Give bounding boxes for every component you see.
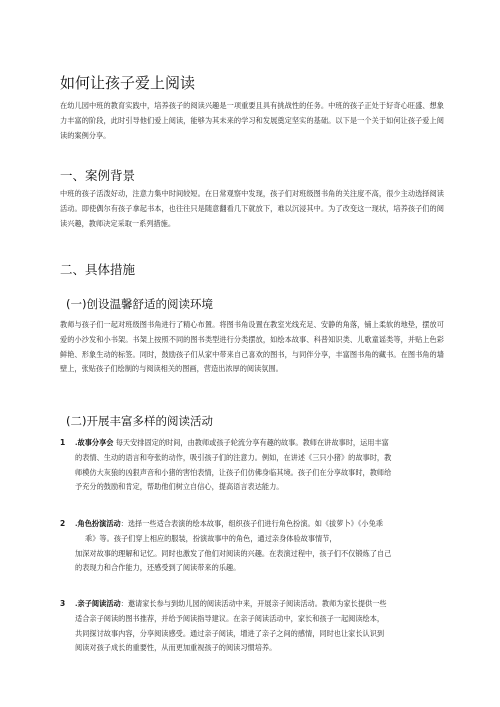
list-item-line: ：邀请家长参与到幼儿园的阅读活动中来，开展亲子阅读活动。教师为家长提供一些 — [120, 599, 387, 608]
list-item-line: ：选择一些适合表演的绘本故事，组织孩子们进行角色扮演。如《拔萝卜》《小兔乖 — [120, 519, 383, 528]
list-item-label: .角色扮演活动 — [75, 519, 121, 528]
list-item-label: .亲子阅读活动 — [75, 599, 121, 608]
list-item-line: 的表现力和合作能力，还感受到了阅读带来的乐趣。 — [75, 563, 241, 573]
intro-paragraph: 在幼儿园中班的教育实践中，培养孩子的阅读兴趣是一项重要且具有挑战性的任务。中班的孩子正处于好奇心旺盛、想象力丰富的阶段，此时引导他们爱上阅读，能够为其未来的学习和发展奠定坚实的基础。以下是一个关于如何让孩子爱上阅读的案例分享。 — [60, 101, 444, 140]
background-paragraph: 中班的孩子活泼好动，注意力集中时间较短。在日常观察中发现，孩子们对班级图书角的关注度不高，很少主动选择阅读活动。即使偶尔有孩子拿起书本，也往往只是随意翻看几下就放下，难以沉浸其中。为了改变这一现状，培养孩子们的阅读兴趣，教师决定采取一系列措施。 — [60, 189, 444, 228]
list-item-line: 予充分的鼓励和肯定，帮助他们树立自信心，提高语言表达能力。 — [75, 482, 284, 492]
list-item-line: 适合亲子阅读的图书推荐，并给予阅读指导建议。在亲子阅读活动中，家长和孩子一起阅读绘本， — [75, 613, 385, 623]
list-item-line: 乖》等。孩子们穿上相应的服装，扮演故事中的角色，通过亲身体验故事情节， — [85, 533, 337, 543]
list-item-line: 的表情、生动的语言和夸张的动作，吸引孩子们的注意力。例如，在讲述《三只小猪》的故事时，教 — [75, 452, 392, 462]
list-item-text — [75, 597, 448, 656]
list-item-story-sharing — [60, 436, 448, 495]
subsection-heading-environment: (一)创设温馨舒适的阅读环境 — [66, 297, 213, 311]
list-item-line: 阅读对孩子成长的重要性，从而更加重视孩子的阅读习惯培养。 — [75, 643, 277, 653]
list-item-number: 1 — [60, 438, 66, 447]
page-title: 如何让孩子爱上阅读 — [60, 74, 196, 92]
list-item-number: 2 — [60, 519, 66, 528]
section-heading-measures: 二、具体措施 — [60, 262, 136, 277]
list-item-line: 师模仿大灰狼的凶狠声音和小猪的害怕表情，让孩子们仿佛身临其境。孩子们在分享故事时，教师给 — [75, 467, 392, 477]
list-item-line: 共同探讨故事内容，分享阅读感受。通过亲子阅读，增进了亲子之间的感情，同时也让家长认识到 — [75, 628, 385, 638]
list-item-text — [75, 436, 448, 495]
environment-paragraph: 教师与孩子们一起对班级图书角进行了精心布置。将图书角设置在教室光线充足、安静的角落，铺上柔软的地垫，摆放可爱的小沙发和小书架。书架上按照不同的图书类型进行分类摆放，如绘本故事、科普知识类、儿歌童谣类等，并贴上色彩鲜艳、形象生动的标签。同时，鼓励孩子们从家中带来自己喜欢的图书，与同伴分享，丰富图书角的藏书。在图书角的墙壁上，张贴孩子们绘制的与阅读相关的图画，营造出浓厚的阅读氛围。 — [60, 320, 444, 374]
list-item-parent-child-reading — [60, 597, 448, 656]
list-item-label: .故事分享会 — [75, 438, 114, 447]
list-item-line: 每天安排固定的时间，由教师或孩子轮流分享有趣的故事。教师在讲故事时，运用丰富 — [113, 438, 389, 447]
section-heading-background: 一、案例背景 — [60, 168, 136, 183]
list-item-text — [75, 517, 448, 576]
list-item-role-play — [60, 517, 448, 576]
subsection-heading-activities: (二)开展丰富多样的阅读活动 — [66, 414, 213, 428]
list-item-number: 3 — [60, 599, 66, 608]
list-item-line: 加深对故事的理解和记忆。同时也激发了他们对阅读的兴趣。在表演过程中，孩子们不仅锻炼了自己 — [75, 548, 392, 558]
